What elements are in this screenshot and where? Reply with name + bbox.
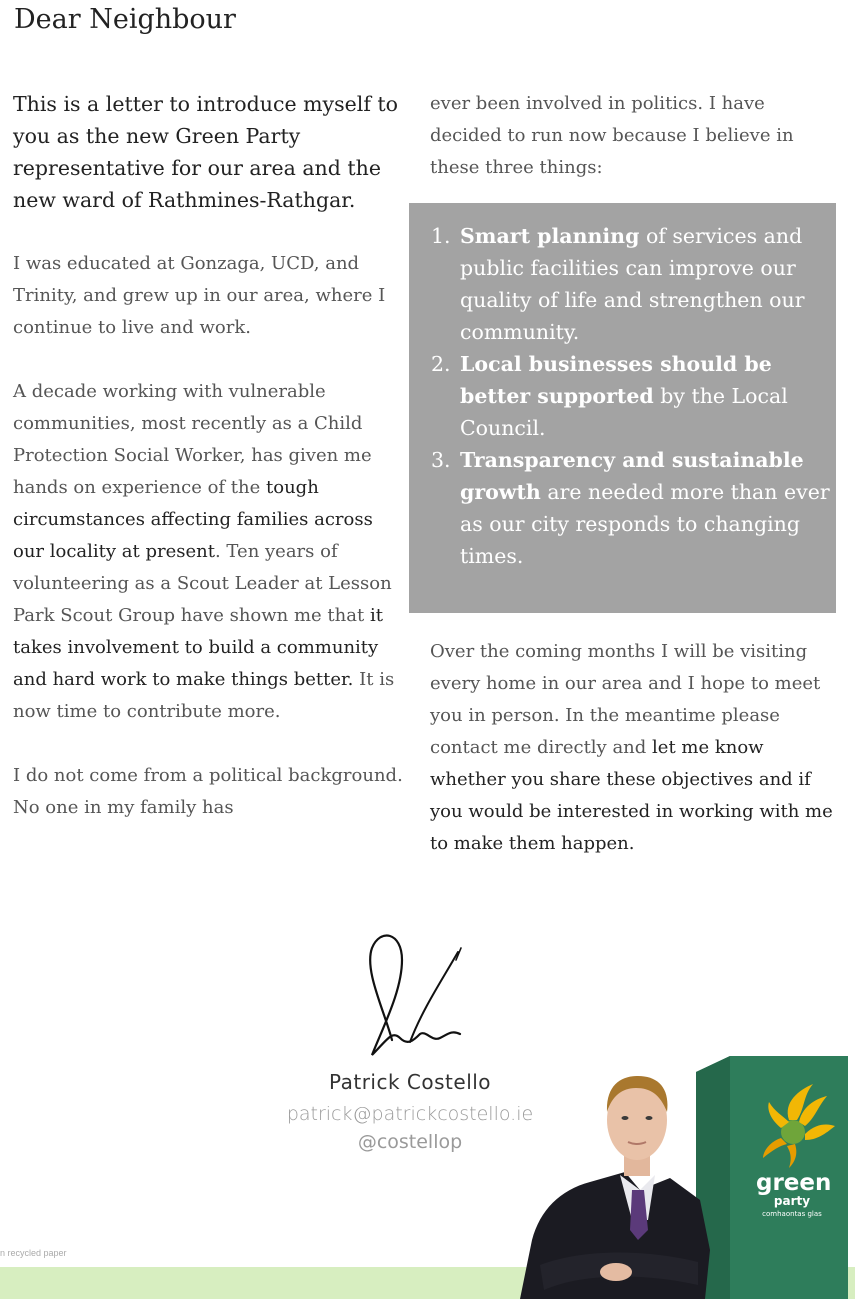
- belief-number: 3.: [431, 448, 451, 472]
- belief-text: of services and public facilities can improve our quality of life and strengthen our community.: [460, 224, 805, 344]
- belief-item: [431, 220, 831, 348]
- beliefs-box: [409, 203, 836, 613]
- contact-email[interactable]: patrick@patrickcostello.ie: [286, 1103, 534, 1125]
- belief-number: 1.: [431, 224, 451, 248]
- beliefs-list: [431, 220, 831, 572]
- experience-text-3: It is now time to contribute more.: [13, 669, 395, 722]
- green-party-logo-irish: comhaontas glas: [762, 1210, 822, 1218]
- intro-paragraph: This is a letter to introduce myself to you as the new Green Party representative for our area and the new ward of Rathmines-Rathgar.: [13, 92, 399, 212]
- experience-highlight-2: it takes involvement to build a community and hard work to make things better.: [13, 605, 383, 690]
- signature-name: Patrick Costello: [328, 1070, 492, 1094]
- belief-item: [431, 444, 831, 572]
- belief-text: by the Local Council.: [460, 384, 788, 440]
- experience-text-2: . Ten years of volunteering as a Scout Leader at Lesson Park Scout Group have shown me that: [13, 541, 392, 626]
- belief-item: [431, 348, 831, 444]
- right-column: [430, 88, 835, 216]
- belief-number: 2.: [431, 352, 451, 376]
- belief-heading: Smart planning: [460, 224, 640, 248]
- belief-heading: Transparency and sustainable growth: [460, 448, 804, 504]
- closing-highlight: let me know whether you share these objectives and if you would be interested in working with me to make them happen.: [430, 737, 833, 854]
- closing-text: Over the coming months I will be visiting every home in our area and I hope to meet you in person. In the meantime please contact me directly and: [430, 641, 821, 758]
- background-paragraph: I do not come from a political background. No one in my family has: [13, 765, 403, 818]
- handwritten-signature: [362, 930, 472, 1065]
- closing-paragraph: [430, 636, 835, 860]
- green-party-logo-word: green: [756, 1170, 832, 1196]
- experience-highlight-1: tough circumstances affecting families across our locality at present: [13, 477, 373, 562]
- belief-text: are needed more than ever as our city responds to changing times.: [460, 480, 830, 568]
- experience-paragraph: [13, 376, 408, 728]
- contact-twitter[interactable]: @costellop: [357, 1131, 463, 1153]
- belief-heading: Local businesses should be better supported: [460, 352, 772, 408]
- recycled-paper-note: n recycled paper: [0, 1248, 67, 1258]
- education-paragraph: I was educated at Gonzaga, UCD, and Trinity, and grew up in our area, where I continue to live and work.: [13, 253, 386, 338]
- letter-greeting: Dear Neighbour: [14, 4, 236, 35]
- continuation-paragraph: ever been involved in politics. I have decided to run now because I believe in these three things:: [430, 93, 794, 178]
- left-column: [13, 88, 408, 856]
- experience-text-1: A decade working with vulnerable communities, most recently as a Child Protection Social Worker, has given me hands on experience of the: [13, 381, 372, 498]
- closing-column: [430, 636, 835, 892]
- green-party-logo-party: party: [773, 1194, 811, 1208]
